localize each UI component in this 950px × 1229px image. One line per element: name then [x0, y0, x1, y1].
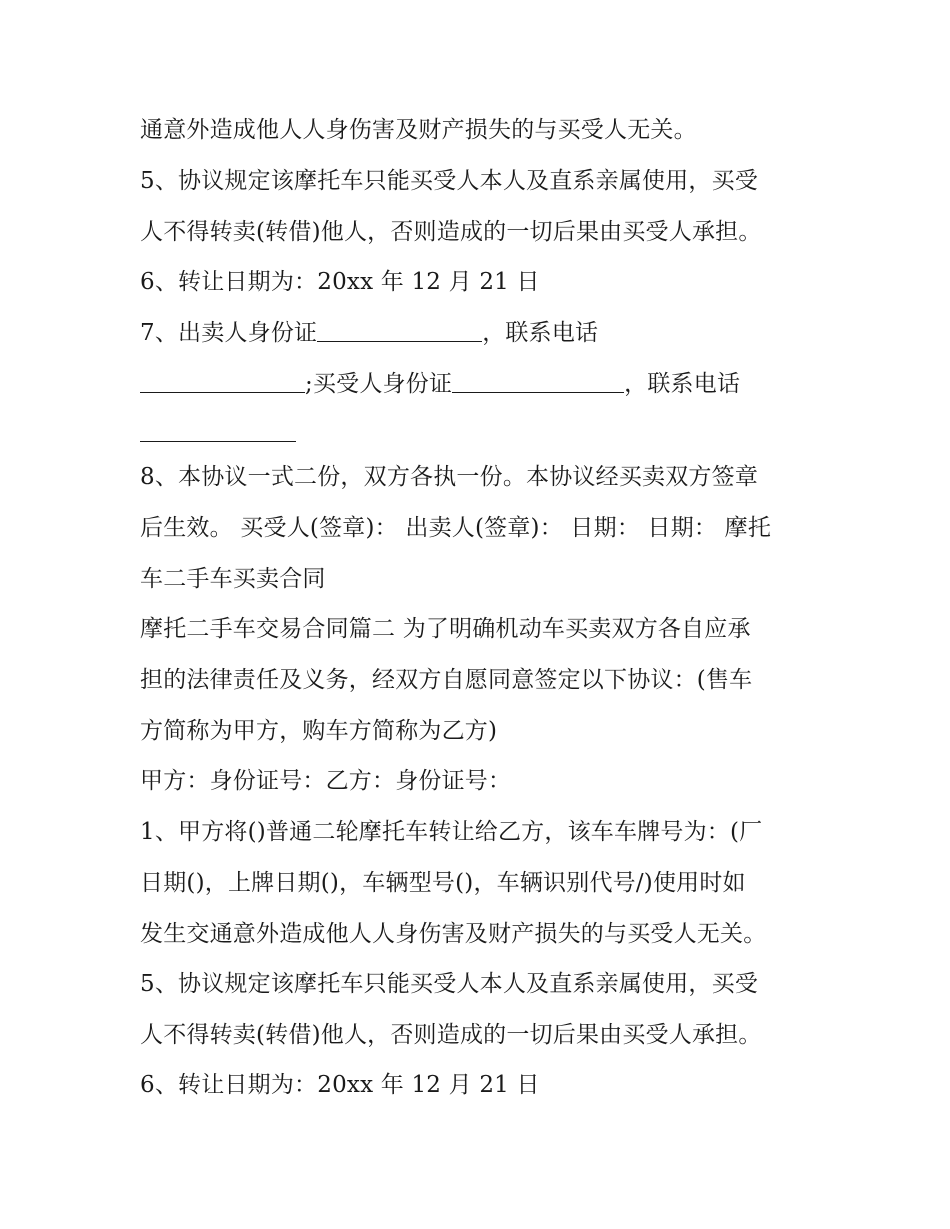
text-line: 5、协议规定该摩托车只能买受人本人及直系亲属使用，买受 [140, 971, 759, 997]
text-line: 发生交通意外造成他人人身伤害及财产损失的与买受人无关。 [140, 921, 767, 947]
text-line: 6、转让日期为：20xx 年 12 月 21 日 [140, 269, 540, 295]
buyer-id-line [140, 369, 740, 399]
text-line: 8、本协议一式二份，双方各执一份。本协议经买卖双方签章 [140, 464, 759, 490]
seller-id-label: 7、出卖人身份证 [140, 320, 318, 346]
text-line: 摩托二手车交易合同篇二 为了明确机动车买卖双方各自应承 [140, 616, 751, 642]
seller-phone-blank [140, 370, 305, 393]
buyer-phone-label: ，联系电话 [624, 371, 741, 397]
text-line: 5、协议规定该摩托车只能买受人本人及直系亲属使用，买受 [140, 168, 759, 194]
text-line: 1、甲方将()普通二轮摩托车转让给乙方，该车车牌号为：(厂 [140, 819, 763, 845]
seller-id-blank [317, 319, 482, 342]
text-line: 车二手车买卖合同 [140, 566, 326, 592]
text-line: 人不得转卖(转借)他人，否则造成的一切后果由买受人承担。 [140, 1022, 762, 1048]
text-line: 人不得转卖(转借)他人，否则造成的一切后果由买受人承担。 [140, 219, 762, 245]
buyer-id-label: ;买受人身份证 [305, 371, 453, 397]
text-line: 方简称为甲方，购车方简称为乙方) [140, 718, 498, 744]
buyer-id-blank [452, 370, 624, 393]
seller-phone-label: ，联系电话 [482, 320, 599, 346]
buyer-phone-blank [140, 419, 296, 442]
text-line: 日期()，上牌日期()，车辆型号()，车辆识别代号/)使用时如 [140, 870, 746, 896]
seller-id-line [140, 318, 598, 348]
text-line: 6、转让日期为：20xx 年 12 月 21 日 [140, 1072, 540, 1098]
text-line: 甲方：身份证号：乙方：身份证号： [140, 768, 512, 794]
text-line: 后生效。 买受人(签章)： 出卖人(签章)： 日期： 日期： 摩托 [140, 515, 772, 541]
text-line: 担的法律责任及义务，经双方自愿同意签定以下协议：(售车 [140, 667, 753, 693]
text-line: 通意外造成他人人身伤害及财产损失的与买受人无关。 [140, 117, 697, 143]
buyer-phone-line [140, 418, 296, 448]
